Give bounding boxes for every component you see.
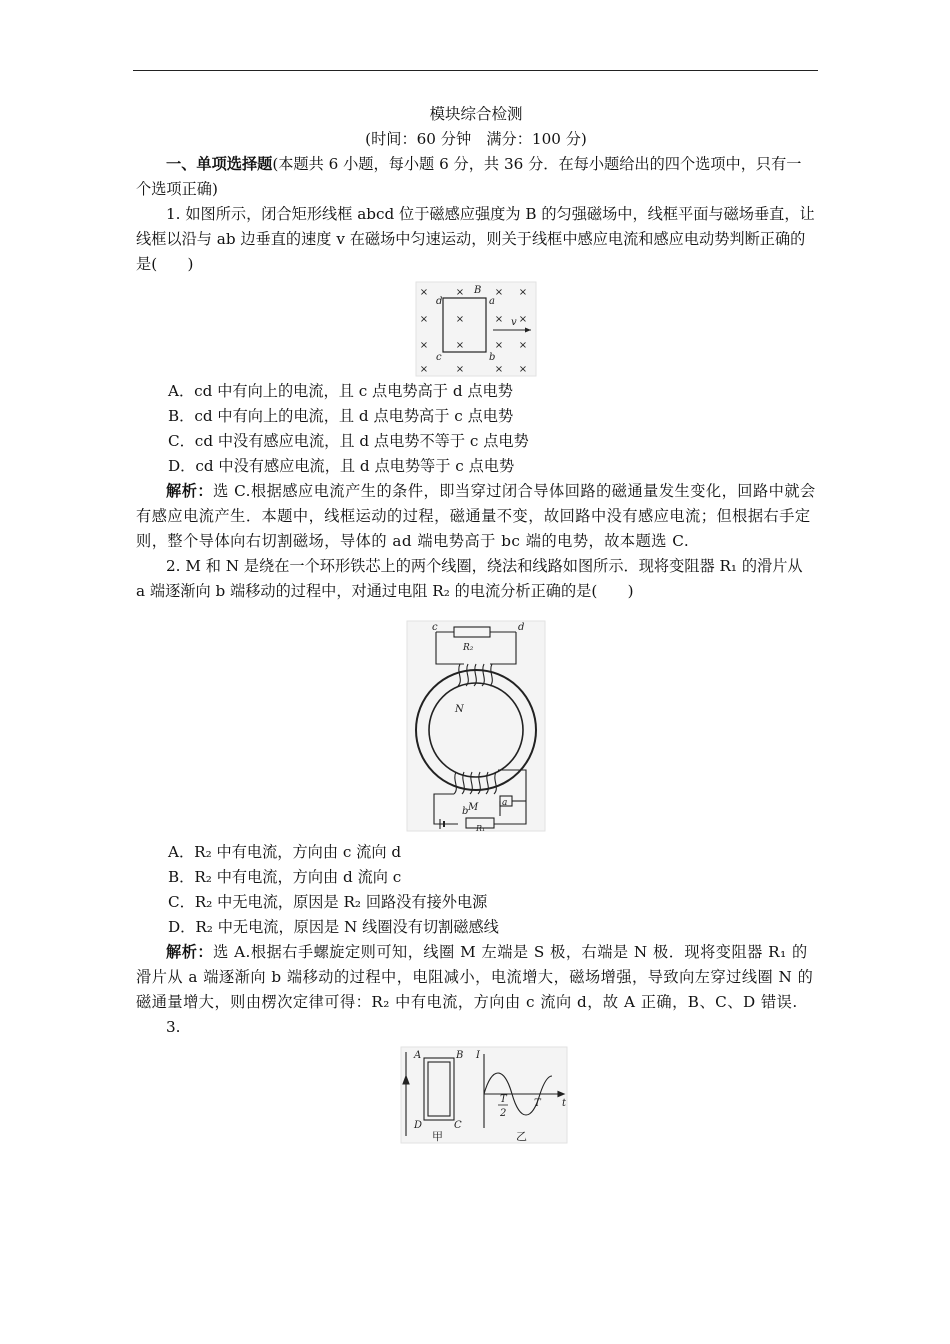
field-cross: × <box>419 314 429 325</box>
field-cross: × <box>494 340 504 351</box>
field-cross: × <box>494 364 504 375</box>
field-cross: × <box>455 314 465 325</box>
label-T-half-num: T <box>500 1094 507 1105</box>
q1-option-a: A．cd 中有向上的电流，且 c 点电势高于 d 点电势 <box>168 382 513 400</box>
label-c: c <box>432 622 438 633</box>
label-N: N <box>455 704 464 715</box>
field-cross: × <box>455 340 465 351</box>
label-A: A <box>414 1050 422 1061</box>
q1-figure-wrap <box>136 281 816 377</box>
field-cross: × <box>518 340 528 351</box>
field-cross: × <box>518 287 528 298</box>
label-M: M <box>468 802 479 813</box>
q1-option-c: C．cd 中没有感应电流，且 d 点电势不等于 c 点电势 <box>168 432 529 450</box>
q3-figure-wrap <box>136 1046 816 1144</box>
q2-stem: 2. M 和 N 是绕在一个环形铁芯上的两个线圈，绕法和线路如图所示．现将变阻器 R₁ 的滑片从 a 端逐渐向 b 端移动的过程中，对通过电阻 R₂ 的电流分析正确的是( ) <box>136 557 803 600</box>
document-page <box>136 96 816 1144</box>
time-info: (时间：60 分钟 满分：100 分) <box>365 130 587 148</box>
q2-analysis-label: 解析： <box>166 943 214 961</box>
section-instructions: (本题共 6 小题，每小题 6 分，共 36 分．在每小题给出的四个选项中，只有一个选项正确) <box>136 155 802 198</box>
page-title: 模块综合检测 <box>429 105 523 123</box>
q2-option-c: C．R₂ 中无电流，原因是 R₂ 回路没有接外电源 <box>168 893 488 911</box>
label-yi: 乙 <box>516 1130 527 1143</box>
field-cross: × <box>518 314 528 325</box>
field-cross: × <box>419 364 429 375</box>
label-jia: 甲 <box>432 1130 443 1143</box>
label-T-half-den: 2 <box>500 1108 507 1119</box>
q3-number: 3. <box>166 1018 181 1036</box>
q2-figure <box>406 620 546 832</box>
q1-stem: 1. 如图所示，闭合矩形线框 abcd 位于磁感应强度为 B 的匀强磁场中，线框平面与磁场垂直，让线框以沿与 ab 边垂直的速度 v 在磁场中匀速运动，则关于线框中感应电流和感应电动势判断正确的是( ) <box>136 205 815 273</box>
field-cross: × <box>494 314 504 325</box>
label-t: t <box>562 1098 567 1109</box>
field-cross: × <box>455 287 465 298</box>
label-c: c <box>436 352 442 363</box>
section-heading-block <box>136 152 816 202</box>
field-cross: × <box>494 287 504 298</box>
q1-figure <box>415 281 537 377</box>
field-cross: × <box>455 364 465 375</box>
section-heading: 一、单项选择题 <box>166 155 273 173</box>
q3-figure <box>400 1046 568 1144</box>
q2-option-a: A．R₂ 中有电流，方向由 c 流向 d <box>168 843 402 861</box>
q2-analysis-text: 选 A.根据右手螺旋定则可知，线圈 M 左端是 S 极，右端是 N 极．现将变阻器 R₁ 的滑片从 a 端逐渐向 b 端移动的过程中，电阻减小，电流增大，磁场增强，导致向左穿过线圈 N 的磁通量增大，则由楞次定律可得：R₂ 中有电流，方向由 c 流向 d，故 A 正确，B、C、D 错误. <box>136 943 814 1011</box>
q1-analysis <box>136 479 816 554</box>
q1-analysis-text: 选 C.根据感应电流产生的条件，即当穿过闭合导体回路的磁通量发生变化，回路中就会有感应电流产生．本题中，线框运动的过程，磁通量不变，故回路中没有感应电流；但根据右手定则，整个导体向右切割磁场，导体的 ad 端电势高于 bc 端的电势，故本题选 C. <box>136 482 816 550</box>
q1-analysis-label: 解析： <box>166 482 214 500</box>
field-cross: × <box>419 340 429 351</box>
q1-option-d: D．cd 中没有感应电流，且 d 点电势等于 c 点电势 <box>168 457 515 475</box>
label-B: B <box>456 1050 464 1061</box>
label-I: I <box>476 1050 480 1061</box>
label-a: a <box>502 798 508 808</box>
label-C: C <box>454 1120 462 1131</box>
label-D: D <box>414 1120 423 1131</box>
header-rule <box>133 70 818 71</box>
q2-option-b: B．R₂ 中有电流，方向由 d 流向 c <box>168 868 402 886</box>
q2-figure-bg <box>407 621 545 831</box>
label-b: b <box>489 352 496 363</box>
label-d: d <box>436 296 443 307</box>
label-R1: R₁ <box>476 824 486 832</box>
label-d: d <box>518 622 525 633</box>
label-b: b <box>462 806 469 817</box>
label-T: T <box>534 1098 541 1109</box>
label-v: v <box>511 317 517 328</box>
label-R2: R₂ <box>463 643 474 653</box>
label-a: a <box>489 296 495 307</box>
label-B: B <box>474 285 482 296</box>
q2-figure-wrap <box>136 620 816 832</box>
q2-analysis <box>136 940 816 1015</box>
field-cross: × <box>419 287 429 298</box>
q1-option-b: B．cd 中有向上的电流，且 d 点电势高于 c 点电势 <box>168 407 514 425</box>
q2-option-d: D．R₂ 中无电流，原因是 N 线圈没有切割磁感线 <box>168 918 499 936</box>
field-cross: × <box>518 364 528 375</box>
